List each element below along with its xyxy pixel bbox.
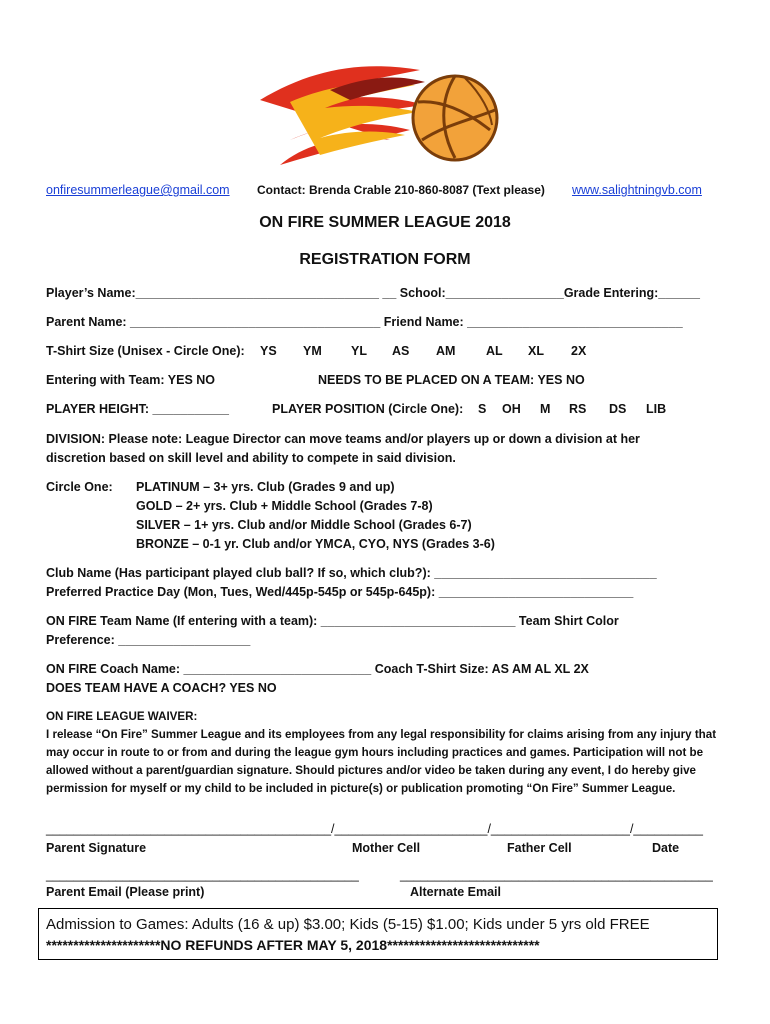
page-subtitle: REGISTRATION FORM bbox=[299, 251, 471, 268]
needs-placed-on-team[interactable]: NEEDS TO BE PLACED ON A TEAM: YES NO bbox=[318, 373, 585, 387]
player-position-label: PLAYER POSITION (Circle One): bbox=[272, 402, 464, 416]
division-gold[interactable]: GOLD – 2+ yrs. Club + Middle School (Grades 7-8) bbox=[136, 499, 433, 513]
coach-name-line[interactable]: ON FIRE Coach Name: ___________________________ Coach T-Shirt Size: AS AM AL XL 2X bbox=[46, 662, 589, 676]
signature-line[interactable]: _________________________________________/______________________/____________________/__________ bbox=[46, 822, 703, 836]
position-rs[interactable]: RS bbox=[569, 402, 587, 416]
entering-with-team[interactable]: Entering with Team: YES NO bbox=[46, 373, 216, 387]
tshirt-size-as[interactable]: AS bbox=[392, 344, 410, 358]
date-label: Date bbox=[652, 841, 680, 855]
team-shirt-preference[interactable]: Preference: ___________________ bbox=[46, 633, 251, 647]
no-refunds-text: *********************NO REFUNDS AFTER MAY 5, 2018**************************** bbox=[46, 937, 540, 953]
team-name-line[interactable]: ON FIRE Team Name (If entering with a team): ____________________________ Team Shirt Color bbox=[46, 614, 619, 628]
tshirt-size-ym[interactable]: YM bbox=[303, 344, 322, 358]
page-title: ON FIRE SUMMER LEAGUE 2018 bbox=[259, 214, 511, 231]
father-cell-label: Father Cell bbox=[507, 841, 572, 855]
tshirt-size-label: T-Shirt Size (Unisex - Circle One): bbox=[46, 344, 245, 358]
admission-text: Admission to Games: Adults (16 & up) $3.00; Kids (5-15) $1.00; Kids under 5 yrs old FREE bbox=[46, 916, 650, 933]
parent-signature-label: Parent Signature bbox=[46, 841, 147, 855]
player-height-line[interactable]: PLAYER HEIGHT: ___________ bbox=[46, 402, 229, 416]
practice-day-line[interactable]: Preferred Practice Day (Mon, Tues, Wed/445p-545p or 545p-645p): ____________________________ bbox=[46, 585, 634, 599]
tshirt-size-al[interactable]: AL bbox=[486, 344, 503, 358]
division-platinum[interactable]: PLATINUM – 3+ yrs. Club (Grades 9 and up) bbox=[136, 480, 395, 494]
position-s[interactable]: S bbox=[478, 402, 487, 416]
position-oh[interactable]: OH bbox=[502, 402, 521, 416]
position-lib[interactable]: LIB bbox=[646, 402, 667, 416]
division-bronze[interactable]: BRONZE – 0-1 yr. Club and/or YMCA, CYO, NYS (Grades 3-6) bbox=[136, 537, 495, 551]
club-name-line[interactable]: Club Name (Has participant played club ball? If so, which club?): ________________________________ bbox=[46, 566, 657, 580]
division-note-line2: discretion based on skill level and ability to compete in said division. bbox=[46, 451, 456, 465]
tshirt-size-yl[interactable]: YL bbox=[351, 344, 367, 358]
parent-email-label: Parent Email (Please print) bbox=[46, 885, 205, 899]
team-has-coach[interactable]: DOES TEAM HAVE A COACH? YES NO bbox=[46, 681, 277, 695]
contact-info: Contact: Brenda Crable 210-860-8087 (Text please) bbox=[257, 183, 545, 197]
email-link[interactable]: onfiresummerleague@gmail.com bbox=[46, 183, 230, 197]
division-note-line1: DIVISION: Please note: League Director can move teams and/or players up or down a division at her bbox=[46, 432, 640, 446]
tshirt-size-2x[interactable]: 2X bbox=[571, 344, 587, 358]
alternate-email-line[interactable]: _____________________________________________ bbox=[400, 868, 713, 882]
mother-cell-label: Mother Cell bbox=[352, 841, 421, 855]
waiver-heading: ON FIRE LEAGUE WAIVER: bbox=[46, 710, 198, 723]
position-m[interactable]: M bbox=[540, 402, 551, 416]
division-circle-label: Circle One: bbox=[46, 480, 113, 494]
tshirt-size-xl[interactable]: XL bbox=[528, 344, 544, 358]
position-ds[interactable]: DS bbox=[609, 402, 627, 416]
division-silver[interactable]: SILVER – 1+ yrs. Club and/or Middle School (Grades 6-7) bbox=[136, 518, 472, 532]
parent-email-line[interactable]: _____________________________________________ bbox=[46, 868, 359, 882]
player-name-line[interactable]: Player’s Name:___________________________________ __ School:_________________Grade Entering:______ bbox=[46, 286, 700, 300]
alternate-email-label: Alternate Email bbox=[410, 885, 502, 899]
waiver-text: I release “On Fire” Summer League and its employees from any legal responsibility for claims arising from any injury that may occur in route to or from and during the league gym hours including practices and games. Participation will not be allowed without a parent/guardian signature. Should pictures and/or video be taken during any event, I do hereby give permission for myself or my child to be included in picture(s) or publication promoting “On Fire” Summer League. bbox=[46, 728, 717, 795]
tshirt-size-ys[interactable]: YS bbox=[260, 344, 277, 358]
tshirt-size-am[interactable]: AM bbox=[436, 344, 456, 358]
website-link[interactable]: www.salightningvb.com bbox=[572, 183, 702, 197]
flaming-volleyball-icon bbox=[250, 40, 520, 170]
parent-name-line[interactable]: Parent Name: ____________________________________ Friend Name: _______________________________ bbox=[46, 315, 683, 329]
